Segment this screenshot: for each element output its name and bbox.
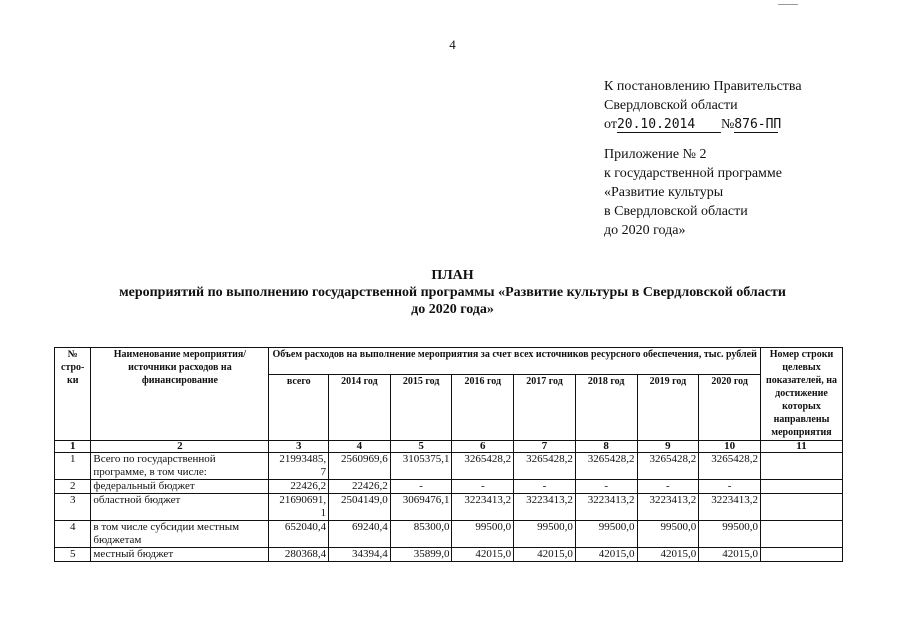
table-row <box>55 480 843 494</box>
value-2017: 42015,0 <box>514 548 576 562</box>
appendix-reference <box>604 145 782 240</box>
value-2018: - <box>575 480 637 494</box>
value-2020: 3265428,2 <box>699 453 761 480</box>
value-2015: 85300,0 <box>390 521 452 548</box>
value-2020: 99500,0 <box>699 521 761 548</box>
value-2017: 3265428,2 <box>514 453 576 480</box>
value-total: 21993485, 7 <box>269 453 329 480</box>
column-number: 1 <box>55 441 91 453</box>
column-number: 9 <box>637 441 699 453</box>
value-2020: - <box>699 480 761 494</box>
value-2015: 3069476,1 <box>390 494 452 521</box>
appendix-line-3: «Развитие культуры <box>604 185 724 200</box>
row-name: федеральный бюджет <box>91 480 269 494</box>
row-name: в том числе субсидии местным бюджетам <box>91 521 269 548</box>
value-total: 21690691, 1 <box>269 494 329 521</box>
column-number: 4 <box>329 441 391 453</box>
value-total: 22426,2 <box>269 480 329 494</box>
value-2014: 34394,4 <box>329 548 391 562</box>
value-total: 652040,4 <box>269 521 329 548</box>
column-number: 3 <box>269 441 329 453</box>
target-row-ref <box>761 453 843 480</box>
column-number: 11 <box>761 441 843 453</box>
corner-mark <box>778 4 798 5</box>
appendix-line-1: Приложение № 2 <box>604 147 707 162</box>
decree-line-1: К постановлению Правительства <box>604 79 802 94</box>
value-2019: 3265428,2 <box>637 453 699 480</box>
column-number: 8 <box>575 441 637 453</box>
value-2016: 42015,0 <box>452 548 514 562</box>
decree-date: 20.10.2014 <box>617 117 721 133</box>
value-2014: 22426,2 <box>329 480 391 494</box>
value-2015: - <box>390 480 452 494</box>
target-row-ref <box>761 480 843 494</box>
header-2019: 2019 год <box>637 375 699 441</box>
header-volume: Объем расходов на выполнение мероприятия за счет всех источников ресурсного обеспечения, тыс. рублей <box>269 348 761 375</box>
value-2018: 3223413,2 <box>575 494 637 521</box>
value-2015: 3105375,1 <box>390 453 452 480</box>
value-2017: 99500,0 <box>514 521 576 548</box>
row-number: 3 <box>55 494 91 521</box>
value-2018: 99500,0 <box>575 521 637 548</box>
header-2020: 2020 год <box>699 375 761 441</box>
value-2015: 35899,0 <box>390 548 452 562</box>
column-number: 7 <box>514 441 576 453</box>
header-2018: 2018 год <box>575 375 637 441</box>
header-2015: 2015 год <box>390 375 452 441</box>
header-target-rows: Номер строки целевых показателей, на достижение которых направлены мероприятия <box>761 348 843 441</box>
row-name: областной бюджет <box>91 494 269 521</box>
value-total: 280368,4 <box>269 548 329 562</box>
value-2019: 3223413,2 <box>637 494 699 521</box>
value-2014: 2560969,6 <box>329 453 391 480</box>
value-2017: 3223413,2 <box>514 494 576 521</box>
table-row <box>55 453 843 480</box>
value-2017: - <box>514 480 576 494</box>
column-number: 10 <box>699 441 761 453</box>
header-2014: 2014 год <box>329 375 391 441</box>
row-name: местный бюджет <box>91 548 269 562</box>
value-2016: 3265428,2 <box>452 453 514 480</box>
table-row <box>55 494 843 521</box>
row-name: Всего по государственной программе, в том числе: <box>91 453 269 480</box>
value-2016: - <box>452 480 514 494</box>
decree-from-prefix: от <box>604 117 617 132</box>
value-2018: 42015,0 <box>575 548 637 562</box>
decree-number: 876-ПП <box>734 117 782 132</box>
header-name: Наименование мероприятия/ источники расходов на финансирование <box>91 348 269 441</box>
decree-line-2: Свердловской области <box>604 98 738 113</box>
title-line-3: до 2020 года» <box>411 302 494 317</box>
decree-number-prefix: № <box>720 117 735 132</box>
table-row <box>55 521 843 548</box>
decree-date-line <box>604 115 802 134</box>
header-2017: 2017 год <box>514 375 576 441</box>
value-2020: 3223413,2 <box>699 494 761 521</box>
header-total: всего <box>269 375 329 441</box>
column-number: 6 <box>452 441 514 453</box>
target-row-ref <box>761 548 843 562</box>
page-number: 4 <box>449 37 456 52</box>
title-line-1: ПЛАН <box>431 268 474 283</box>
column-number: 5 <box>390 441 452 453</box>
value-2019: 42015,0 <box>637 548 699 562</box>
appendix-line-2: к государственной программе <box>604 166 782 181</box>
header-row-number: № стро- ки <box>55 348 91 441</box>
target-row-ref <box>761 521 843 548</box>
value-2016: 3223413,2 <box>452 494 514 521</box>
target-row-ref <box>761 494 843 521</box>
appendix-line-5: до 2020 года» <box>604 223 686 238</box>
header-2016: 2016 год <box>452 375 514 441</box>
title-line-2: мероприятий по выполнению государственной программы «Развитие культуры в Свердловской области <box>119 285 786 300</box>
column-number: 2 <box>91 441 269 453</box>
value-2018: 3265428,2 <box>575 453 637 480</box>
value-2016: 99500,0 <box>452 521 514 548</box>
appendix-line-4: в Свердловской области <box>604 204 748 219</box>
table-row <box>55 548 843 562</box>
value-2014: 69240,4 <box>329 521 391 548</box>
value-2014: 2504149,0 <box>329 494 391 521</box>
document-title <box>0 267 905 318</box>
decree-reference <box>604 77 802 134</box>
value-2019: 99500,0 <box>637 521 699 548</box>
row-number: 1 <box>55 453 91 480</box>
column-number-row <box>55 441 843 453</box>
plan-table <box>54 347 843 562</box>
row-number: 4 <box>55 521 91 548</box>
row-number: 2 <box>55 480 91 494</box>
value-2020: 42015,0 <box>699 548 761 562</box>
row-number: 5 <box>55 548 91 562</box>
value-2019: - <box>637 480 699 494</box>
